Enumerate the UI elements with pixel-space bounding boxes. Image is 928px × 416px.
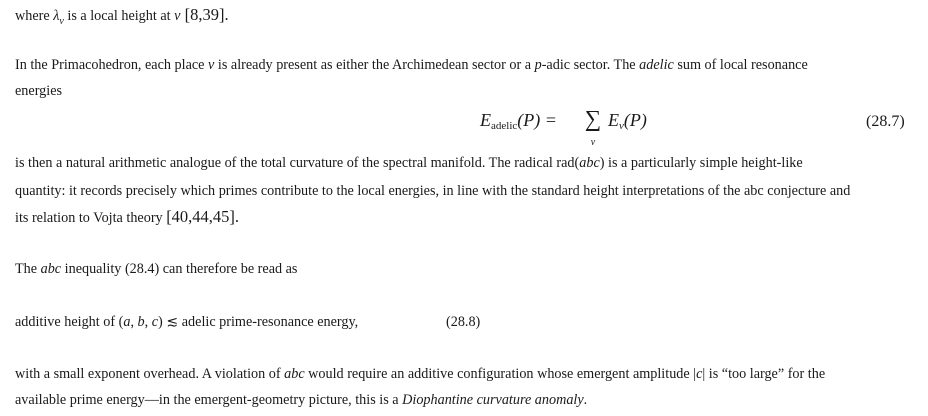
paragraph-radical-line2: quantity: it records precisely which primes contribute to the local energies, in line with the standard height interpretations of the abc conjecture and xyxy=(15,183,851,199)
paragraph-radical-line3: its relation to Vojta theory [40,44,45]. xyxy=(15,207,240,226)
paragraph-primacohedron-line1: In the Primacohedron, each place v is already present as either the Archimedean sector or a p-adic sector. The adelic sum of local resonance xyxy=(15,57,808,73)
equation-number-28-8: (28.8) xyxy=(446,314,481,330)
lambda-symbol: $\lambda_v$ xyxy=(53,8,64,27)
citation: [8,39]. xyxy=(180,5,229,24)
equation-number-28-7: (28.7) xyxy=(866,113,905,130)
paragraph-radical-line1: is then a natural arithmetic analogue of the total curvature of the spectral manifold. The radical rad(abc) is a particularly simple height-like xyxy=(15,155,803,171)
citation: [40,44,45]. xyxy=(166,207,240,226)
paragraph-primacohedron-line2: energies xyxy=(15,83,63,99)
paragraph-violation-line1: with a small exponent overhead. A violation of abc would require an additive configuration whose emergent amplitude |c| is “too large” for the xyxy=(15,366,826,382)
text-line-local-height: where $\lambda_v$ is a local height at v [8,39]. xyxy=(15,5,229,27)
equation-rhs: $E_v(P)$ xyxy=(608,110,647,132)
equation-additive-height: additive height of (a, b, c) ≲ adelic prime-resonance energy, xyxy=(15,314,359,330)
paragraph-violation-line2: available prime energy—in the emergent-geometry picture, this is a Diophantine curvature anomaly. xyxy=(15,392,588,408)
paragraph-abc-inequality: The abc inequality (28.4) can therefore be read as xyxy=(15,261,298,277)
equation-lhs: $E_{adelic}(P)$ = xyxy=(480,110,557,132)
term-diophantine-anomaly: Diophantine curvature anomaly xyxy=(402,392,584,408)
sum-symbol: ∑ v xyxy=(584,106,602,148)
